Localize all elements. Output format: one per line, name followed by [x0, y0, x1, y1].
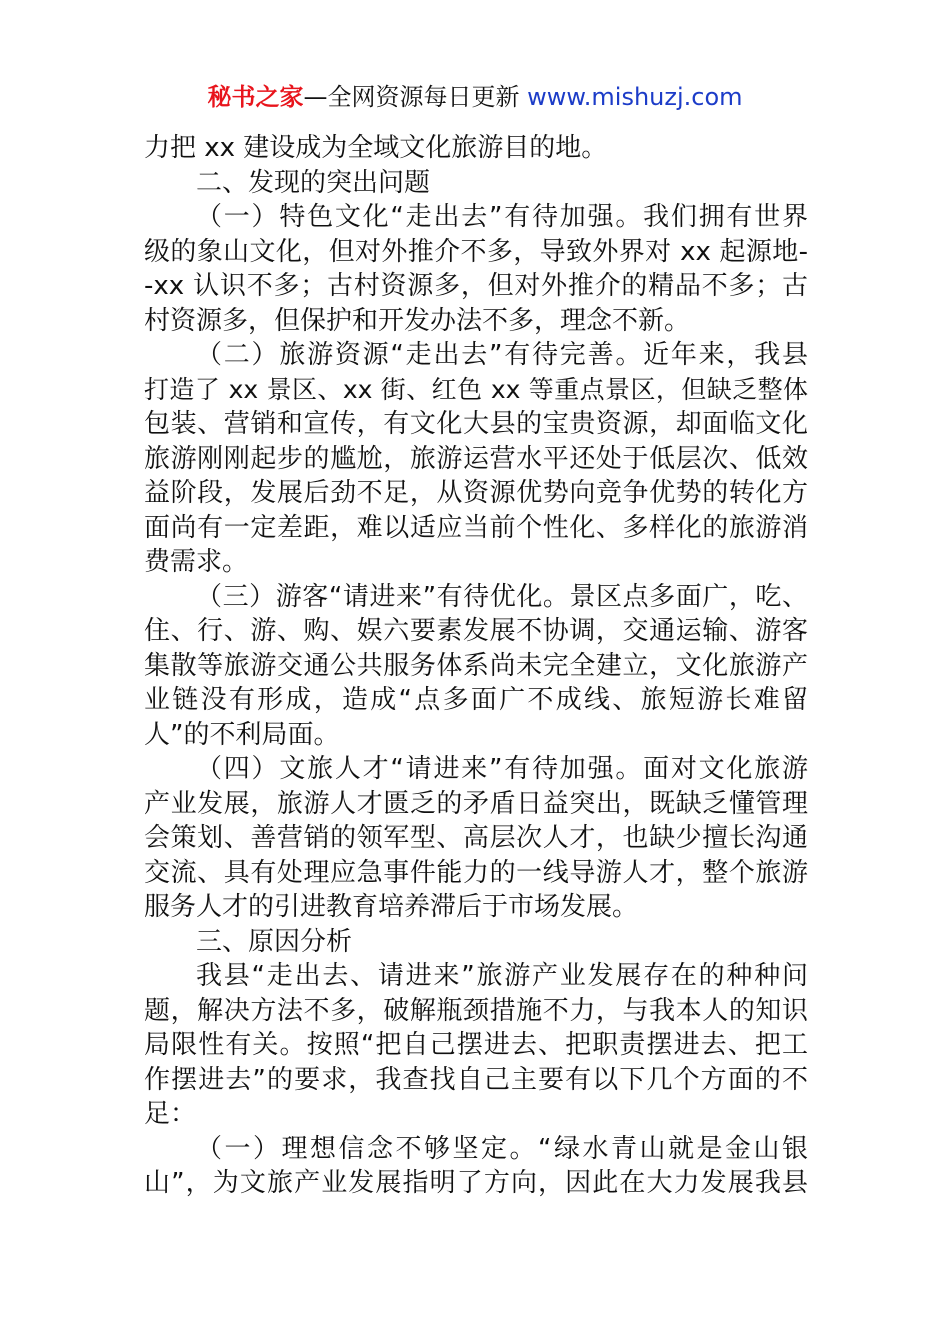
paragraph-line: （四）文旅人才“请进来”有待加强。面对文化旅游: [196, 754, 808, 784]
paragraph-line: 业链没有形成，造成“点多面广不成线、旅短游长难留: [144, 685, 808, 715]
paragraph-line: 村资源多，但保护和开发办法不多，理念不新。: [144, 305, 691, 336]
paragraph-line: 住、行、游、购、娱六要素发展不协调，交通运输、游客: [144, 616, 808, 646]
site-brand: 秘书之家: [207, 83, 304, 111]
paragraph-line: 我县“走出去、请进来”旅游产业发展存在的种种问: [196, 961, 808, 991]
paragraph-line: 面尚有一定差距，难以适应当前个性化、多样化的旅游消: [144, 512, 808, 543]
paragraph-line: 益阶段，发展后劲不足，从资源优势向竞争优势的转化方: [144, 478, 808, 508]
site-url[interactable]: www.mishuzj.com: [527, 83, 743, 111]
paragraph-line: （一）特色文化“走出去”有待加强。我们拥有世界: [196, 202, 808, 232]
paragraph-line: 足：: [144, 1099, 197, 1129]
document-body: [144, 131, 808, 1201]
section-heading: 三、原因分析: [196, 926, 353, 957]
paragraph-line: 交流、具有处理应急事件能力的一线导游人才，整个旅游: [144, 857, 808, 888]
paragraph-line: 旅游刚刚起步的尴尬，旅游运营水平还处于低层次、低效: [144, 443, 808, 474]
paragraph-line: 山”，为文旅产业发展指明了方向，因此在大力发展我县: [144, 1168, 808, 1198]
section-heading: 二、发现的突出问题: [196, 167, 431, 198]
paragraph-line: 题，解决方法不多，破解瓶颈措施不力，与我本人的知识: [144, 995, 808, 1026]
site-slogan: —全网资源每日更新: [303, 83, 520, 111]
paragraph-line: （二）旅游资源“走出去”有待完善。近年来，我县: [196, 340, 808, 370]
paragraph-line: （三）游客“请进来”有待优化。景区点多面广，吃、: [196, 581, 808, 612]
paragraph-line: 作摆进去”的要求，我查找自己主要有以下几个方面的不: [144, 1064, 808, 1095]
paragraph-line: 集散等旅游交通公共服务体系尚未完全建立，文化旅游产: [144, 650, 808, 681]
paragraph-line: 服务人才的引进教育培养滞后于市场发展。: [144, 892, 639, 922]
paragraph-line: 级的象山文化，但对外推介不多，导致外界对 xx 起源地-: [144, 236, 808, 267]
paragraph-line: 费需求。: [144, 547, 249, 577]
paragraph-line: -xx 认识不多；古村资源多，但对外推介的精品不多；古: [144, 271, 808, 301]
paragraph-line: 产业发展，旅游人才匮乏的矛盾日益突出，既缺乏懂管理: [144, 788, 808, 819]
paragraph-line: （一）理想信念不够坚定。“绿水青山就是金山银: [196, 1133, 808, 1164]
paragraph-line: 包装、营销和宣传，有文化大县的宝贵资源，却面临文化: [144, 409, 808, 439]
paragraph-line: 人”的不利局面。: [144, 719, 340, 750]
paragraph-line: 打造了 xx 景区、xx 街、红色 xx 等重点景区，但缺乏整体: [144, 374, 808, 404]
paragraph-line: 局限性有关。按照“把自己摆进去、把职责摆进去、把工: [144, 1030, 808, 1060]
site-header: [0, 80, 950, 114]
paragraph-line: 会策划、善营销的领军型、高层次人才，也缺少擅长沟通: [144, 823, 808, 853]
paragraph-line: 力把 xx 建设成为全域文化旅游目的地。: [144, 133, 608, 163]
